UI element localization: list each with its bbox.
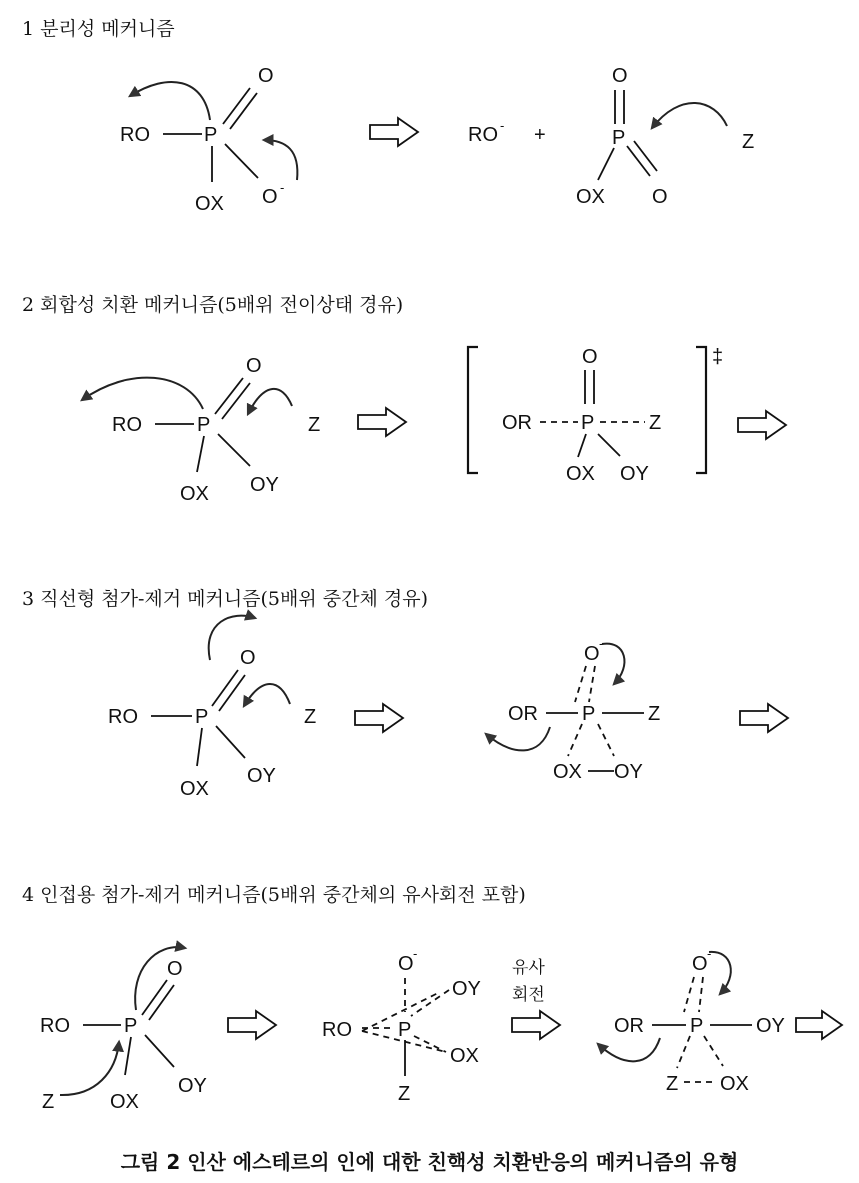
curved-arrow	[130, 82, 210, 120]
bond	[219, 675, 245, 711]
atom-OX: OX	[553, 761, 582, 783]
curved-arrow	[82, 378, 203, 409]
charge-minus: -	[280, 180, 285, 195]
bond	[627, 146, 650, 176]
reaction-arrow	[796, 1011, 842, 1039]
atom-O: O	[262, 186, 278, 208]
atom-RO: RO	[108, 706, 138, 728]
partial-bond	[411, 990, 449, 1016]
atom-Z: Z	[742, 131, 755, 153]
mechanism-3-heading: 3 직선형 첨가-제거 메커니즘(5배위 중간체 경유)	[22, 588, 428, 610]
bracket-left	[468, 347, 478, 473]
atom-O: O	[167, 958, 183, 980]
bond	[218, 434, 250, 466]
mechanism-2-reactant	[82, 355, 320, 505]
mechanism-1-heading: 1 분리성 메커니즘	[22, 18, 175, 40]
pseudorotation-text-line1: 유사	[512, 958, 545, 978]
atom-P: P	[690, 1015, 704, 1037]
curved-arrow	[486, 727, 550, 750]
atom-OR: OR	[614, 1015, 644, 1037]
reaction-arrow	[370, 118, 418, 146]
bond	[142, 980, 167, 1015]
atom-OX: OX	[110, 1091, 139, 1113]
atom-O: O	[584, 643, 600, 665]
atom-OX: OX	[566, 463, 595, 485]
atom-RO: RO	[112, 414, 142, 436]
mechanism-4-intermediate	[322, 946, 481, 1105]
atom-OY: OY	[620, 463, 649, 485]
atom-O: O	[246, 355, 262, 377]
bond	[225, 144, 258, 178]
charge-minus: -	[413, 946, 418, 961]
curved-arrow	[244, 684, 290, 706]
partial-bond	[704, 1036, 723, 1066]
charge-minus: -	[707, 946, 712, 961]
bond	[149, 985, 174, 1020]
mechanism-2-heading: 2 회합성 치환 메커니즘(5배위 전이상태 경유)	[22, 294, 404, 316]
curved-arrow	[602, 644, 624, 684]
atom-OY: OY	[250, 474, 279, 496]
bond	[216, 726, 245, 758]
atom-OR: OR	[502, 412, 532, 434]
atom-Z: Z	[304, 706, 317, 728]
atom-OY: OY	[756, 1015, 785, 1037]
curved-arrow	[264, 140, 297, 180]
atom-OX: OX	[180, 778, 209, 800]
partial-bond	[598, 724, 614, 756]
reaction-arrow	[228, 1011, 276, 1039]
atom-OY: OY	[247, 765, 276, 787]
reaction-arrow	[740, 704, 788, 732]
reaction-arrow	[358, 408, 406, 436]
atom-P: P	[197, 414, 211, 436]
atom-P: P	[398, 1019, 412, 1041]
atom-P: P	[582, 703, 596, 725]
atom-P: P	[195, 706, 209, 728]
bond	[598, 148, 614, 180]
atom-O: O	[582, 346, 598, 368]
atom-RO: RO	[120, 124, 150, 146]
atom-OX: OX	[720, 1073, 749, 1095]
atom-OX: OX	[450, 1045, 479, 1067]
curved-arrow	[60, 1042, 119, 1095]
mechanism-1-products	[468, 65, 754, 208]
atom-OY: OY	[452, 978, 481, 1000]
double-dagger: ‡	[712, 346, 724, 368]
bond	[634, 141, 657, 171]
atom-OX: OX	[195, 193, 224, 215]
figure-caption: 그림 2 인산 에스테르의 인에 대한 친핵성 치환반응의 메커니즘의 유형	[120, 1150, 739, 1174]
mechanism-3-reactant	[108, 616, 316, 800]
atom-Z: Z	[42, 1091, 55, 1113]
atom-Z: Z	[398, 1083, 411, 1105]
bond	[125, 1037, 131, 1075]
atom-O: O	[398, 953, 414, 975]
partial-bond	[575, 666, 586, 702]
mechanism-4-heading: 4 인접용 첨가-제거 메커니즘(5배위 중간체의 유사회전 포함)	[22, 884, 526, 906]
atom-O: O	[240, 647, 256, 669]
charge-minus: -	[599, 636, 604, 651]
bracket-right	[696, 347, 706, 473]
bond	[212, 670, 238, 706]
atom-RO: RO	[322, 1019, 352, 1041]
atom-O: O	[258, 65, 274, 87]
partial-bond	[414, 1036, 446, 1052]
bond	[223, 88, 250, 124]
mechanism-1-reactant	[120, 65, 297, 215]
atom-RO: RO	[40, 1015, 70, 1037]
reaction-arrow	[355, 704, 403, 732]
bond	[145, 1035, 174, 1067]
atom-P: P	[204, 124, 218, 146]
atom-OY: OY	[178, 1075, 207, 1097]
partial-bond	[677, 1036, 690, 1068]
reaction-arrow	[512, 1011, 560, 1039]
atom-Z: Z	[308, 414, 321, 436]
atom-O: O	[692, 953, 708, 975]
curved-arrow	[598, 1038, 660, 1061]
plus-sign: +	[534, 124, 546, 146]
partial-bond	[684, 977, 694, 1012]
bond	[197, 728, 202, 766]
atom-O: O	[652, 186, 668, 208]
bond	[230, 93, 257, 129]
curved-arrow	[652, 103, 727, 128]
partial-bond	[699, 977, 703, 1012]
atom-O: O	[612, 65, 628, 87]
atom-P: P	[612, 127, 626, 149]
atom-OX: OX	[180, 483, 209, 505]
curved-arrow	[248, 389, 292, 414]
mechanism-4-rotated-intermediate	[598, 946, 785, 1095]
partial-bond	[589, 666, 595, 702]
atom-P: P	[581, 412, 595, 434]
pseudorotation-text-line2: 회전	[512, 985, 545, 1005]
curved-arrow	[709, 952, 731, 994]
bond	[598, 434, 620, 456]
mechanism-4-reactant	[40, 947, 207, 1113]
atom-OY: OY	[614, 761, 643, 783]
partial-bond	[568, 724, 582, 756]
bond	[197, 436, 204, 472]
charge-minus: -	[500, 118, 505, 133]
atom-Z: Z	[648, 703, 661, 725]
mechanism-3-intermediate	[486, 636, 660, 783]
transition-state	[468, 346, 723, 485]
atom-P: P	[124, 1015, 138, 1037]
pseudorotation-label	[512, 957, 545, 1005]
bond	[578, 434, 586, 457]
atom-Z: Z	[649, 412, 662, 434]
atom-RO: RO	[468, 124, 498, 146]
atom-OR: OR	[508, 703, 538, 725]
atom-Z: Z	[666, 1073, 679, 1095]
reaction-arrow	[738, 411, 786, 439]
atom-OX: OX	[576, 186, 605, 208]
